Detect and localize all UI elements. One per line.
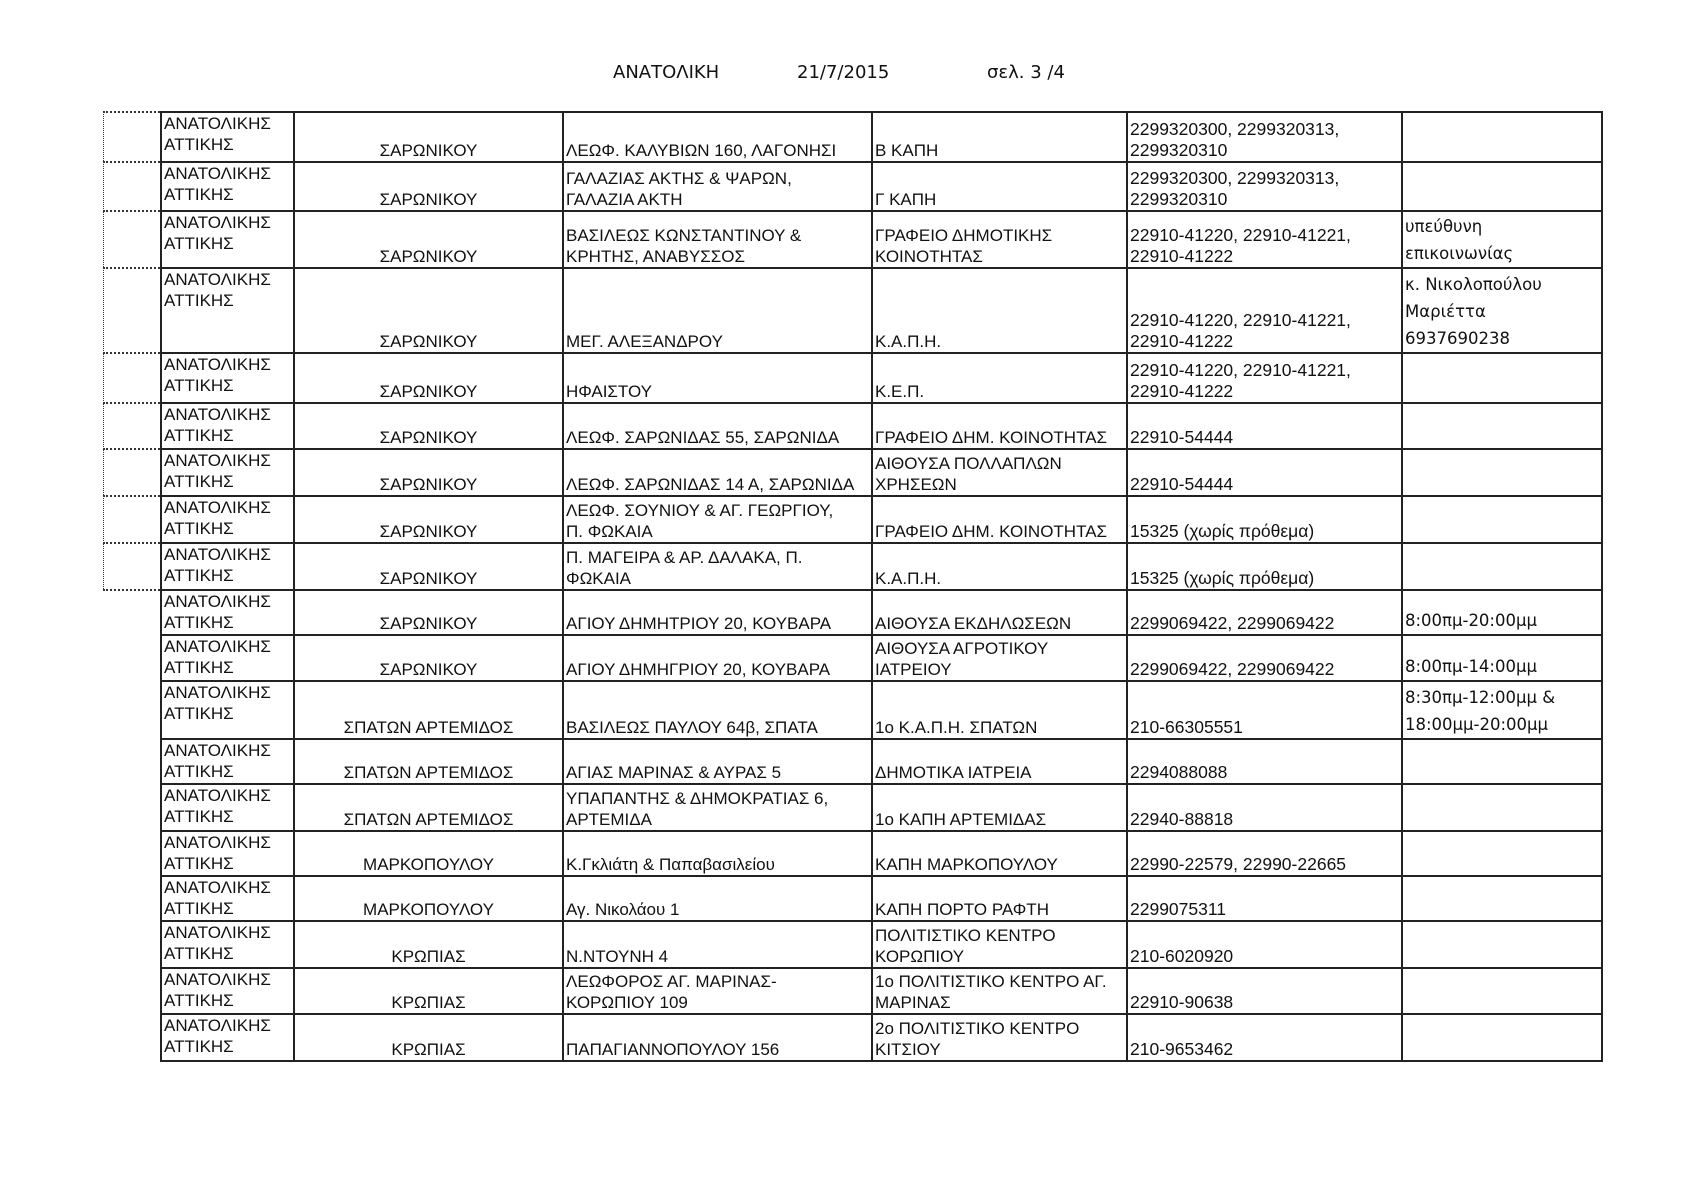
cell-address: ΑΓΙΟΥ ΔΗΜΗΤΡΙΟΥ 20, ΚΟΥΒΑΡΑ [563, 590, 872, 635]
cell-municipality: ΣΑΡΩΝΙΚΟΥ [294, 403, 563, 449]
cell-phone: 210-66305551 [1127, 681, 1402, 739]
cell-municipality: ΣΑΡΩΝΙΚΟΥ [294, 268, 563, 353]
cell-phone: 2299075311 [1127, 876, 1402, 921]
cell-note: 8:00πμ-20:00μμ [1402, 590, 1602, 635]
dotted-row-marker [103, 210, 160, 212]
cell-phone: 22910-54444 [1127, 449, 1402, 496]
cell-address: ΥΠΑΠΑΝΤΗΣ & ΔΗΜΟΚΡΑΤΙΑΣ 6, ΑΡΤΕΜΙΔΑ [563, 784, 872, 831]
cell-note: κ. Νικολοπούλου Μαριέττα 6937690238 [1402, 268, 1602, 353]
cell-phone: 2299320300, 2299320313, 2299320310 [1127, 162, 1402, 211]
header-page-number: σελ. 3 /4 [987, 62, 1065, 83]
cell-municipality: ΣΠΑΤΩΝ ΑΡΤΕΜΙΔΟΣ [294, 739, 563, 784]
cell-region: ΑΝΑΤΟΛΙΚΗΣ ΑΤΤΙΚΗΣ [161, 968, 294, 1014]
dotted-row-marker [103, 589, 160, 591]
cell-address: ΜΕΓ. ΑΛΕΞΑΝΔΡΟΥ [563, 268, 872, 353]
header-title: ΑΝΑΤΟΛΙΚΗ [613, 62, 720, 83]
cell-region: ΑΝΑΤΟΛΙΚΗΣ ΑΤΤΙΚΗΣ [161, 590, 294, 635]
dotted-margin-border [103, 111, 161, 589]
cell-municipality: ΚΡΩΠΙΑΣ [294, 1014, 563, 1061]
table-row [161, 268, 1602, 353]
cell-venue: ΓΡΑΦΕΙΟ ΔΗΜΟΤΙΚΗΣ ΚΟΙΝΟΤΗΤΑΣ [872, 211, 1127, 268]
cell-venue: Γ ΚΑΠΗ [872, 162, 1127, 211]
cell-municipality: ΚΡΩΠΙΑΣ [294, 968, 563, 1014]
cell-address: ΑΓΙΑΣ ΜΑΡΙΝΑΣ & ΑΥΡΑΣ 5 [563, 739, 872, 784]
cell-venue: ΔΗΜΟΤΙΚΑ ΙΑΤΡΕΙΑ [872, 739, 1127, 784]
cell-note [1402, 162, 1602, 211]
cell-municipality: ΣΑΡΩΝΙΚΟΥ [294, 543, 563, 590]
cell-region: ΑΝΑΤΟΛΙΚΗΣ ΑΤΤΙΚΗΣ [161, 211, 294, 268]
cell-phone: 22940-88818 [1127, 784, 1402, 831]
cell-phone: 2299320300, 2299320313, 2299320310 [1127, 112, 1402, 162]
dotted-row-marker [103, 495, 160, 497]
table-row [161, 635, 1602, 681]
cell-venue: Κ.Α.Π.Η. [872, 268, 1127, 353]
cell-region: ΑΝΑΤΟΛΙΚΗΣ ΑΤΤΙΚΗΣ [161, 162, 294, 211]
cell-phone: 22910-41220, 22910-41221, 22910-41222 [1127, 211, 1402, 268]
cell-address: Π. ΜΑΓΕΙΡΑ & ΑΡ. ΔΑΛΑΚΑ, Π. ΦΩΚΑΙΑ [563, 543, 872, 590]
table-row [161, 211, 1602, 268]
cell-venue: ΓΡΑΦΕΙΟ ΔΗΜ. ΚΟΙΝΟΤΗΤΑΣ [872, 496, 1127, 543]
table-row [161, 403, 1602, 449]
cell-phone: 22990-22579, 22990-22665 [1127, 831, 1402, 876]
dotted-row-marker [103, 448, 160, 450]
cell-address: ΒΑΣΙΛΕΩΣ ΚΩΝΣΤΑΝΤΙΝΟΥ & ΚΡΗΤΗΣ, ΑΝΑΒΥΣΣΟΣ [563, 211, 872, 268]
cell-note: 8:00πμ-14:00μμ [1402, 635, 1602, 681]
cell-note [1402, 921, 1602, 968]
cell-region: ΑΝΑΤΟΛΙΚΗΣ ΑΤΤΙΚΗΣ [161, 496, 294, 543]
cell-region: ΑΝΑΤΟΛΙΚΗΣ ΑΤΤΙΚΗΣ [161, 635, 294, 681]
cell-note [1402, 403, 1602, 449]
cell-municipality: ΣΑΡΩΝΙΚΟΥ [294, 353, 563, 403]
cell-municipality: ΣΑΡΩΝΙΚΟΥ [294, 112, 563, 162]
cell-note [1402, 968, 1602, 1014]
cell-municipality: ΣΑΡΩΝΙΚΟΥ [294, 590, 563, 635]
dotted-row-marker [103, 267, 160, 269]
cell-municipality: ΚΡΩΠΙΑΣ [294, 921, 563, 968]
cell-note [1402, 353, 1602, 403]
cell-venue: 1ο ΚΑΠΗ ΑΡΤΕΜΙΔΑΣ [872, 784, 1127, 831]
venue-table [160, 111, 1603, 1062]
cell-region: ΑΝΑΤΟΛΙΚΗΣ ΑΤΤΙΚΗΣ [161, 268, 294, 353]
cell-address: ΗΦΑΙΣΤΟΥ [563, 353, 872, 403]
cell-venue: ΚΑΠΗ ΠΟΡΤΟ ΡΑΦΤΗ [872, 876, 1127, 921]
cell-note [1402, 543, 1602, 590]
dotted-row-marker [103, 161, 160, 163]
table-row [161, 543, 1602, 590]
cell-phone: 2294088088 [1127, 739, 1402, 784]
cell-phone: 15325 (χωρίς πρόθεμα) [1127, 496, 1402, 543]
table-row [161, 590, 1602, 635]
cell-address: ΛΕΩΦΟΡΟΣ ΑΓ. ΜΑΡΙΝΑΣ- ΚΟΡΩΠΙΟΥ 109 [563, 968, 872, 1014]
cell-region: ΑΝΑΤΟΛΙΚΗΣ ΑΤΤΙΚΗΣ [161, 112, 294, 162]
table-row [161, 784, 1602, 831]
cell-venue: ΑΙΘΟΥΣΑ ΕΚΔΗΛΩΣΕΩΝ [872, 590, 1127, 635]
cell-note [1402, 496, 1602, 543]
dotted-row-marker [103, 111, 160, 113]
cell-phone: 210-9653462 [1127, 1014, 1402, 1061]
table-row [161, 968, 1602, 1014]
cell-municipality: ΣΑΡΩΝΙΚΟΥ [294, 635, 563, 681]
cell-address: ΛΕΩΦ. ΣΑΡΩΝΙΔΑΣ 14 Α, ΣΑΡΩΝΙΔΑ [563, 449, 872, 496]
cell-region: ΑΝΑΤΟΛΙΚΗΣ ΑΤΤΙΚΗΣ [161, 876, 294, 921]
cell-region: ΑΝΑΤΟΛΙΚΗΣ ΑΤΤΙΚΗΣ [161, 449, 294, 496]
cell-venue: ΑΙΘΟΥΣΑ ΠΟΛΛΑΠΛΩΝ ΧΡΗΣΕΩΝ [872, 449, 1127, 496]
cell-region: ΑΝΑΤΟΛΙΚΗΣ ΑΤΤΙΚΗΣ [161, 543, 294, 590]
cell-note [1402, 449, 1602, 496]
cell-venue: ΑΙΘΟΥΣΑ ΑΓΡΟΤΙΚΟΥ ΙΑΤΡΕΙΟΥ [872, 635, 1127, 681]
table-row [161, 876, 1602, 921]
table-row [161, 831, 1602, 876]
cell-note [1402, 1014, 1602, 1061]
cell-address: Κ.Γκλιάτη & Παπαβασιλείου [563, 831, 872, 876]
cell-venue: 2ο ΠΟΛΙΤΙΣΤΙΚΟ ΚΕΝΤΡΟ ΚΙΤΣΙΟΥ [872, 1014, 1127, 1061]
cell-address: Αγ. Νικολάου 1 [563, 876, 872, 921]
table-row [161, 739, 1602, 784]
cell-address: ΛΕΩΦ. ΚΑΛΥΒΙΩΝ 160, ΛΑΓΟΝΗΣΙ [563, 112, 872, 162]
cell-address: ΠΑΠΑΓΙΑΝΝΟΠΟΥΛΟΥ 156 [563, 1014, 872, 1061]
cell-region: ΑΝΑΤΟΛΙΚΗΣ ΑΤΤΙΚΗΣ [161, 681, 294, 739]
cell-municipality: ΜΑΡΚΟΠΟΥΛΟΥ [294, 831, 563, 876]
dotted-row-marker [103, 352, 160, 354]
table-row [161, 681, 1602, 739]
cell-address: ΑΓΙΟΥ ΔΗΜΗΓΡΙΟΥ 20, ΚΟΥΒΑΡΑ [563, 635, 872, 681]
cell-venue: Κ.Α.Π.Η. [872, 543, 1127, 590]
table-row [161, 353, 1602, 403]
dotted-row-marker [103, 542, 160, 544]
cell-phone: 15325 (χωρίς πρόθεμα) [1127, 543, 1402, 590]
cell-municipality: ΣΠΑΤΩΝ ΑΡΤΕΜΙΔΟΣ [294, 681, 563, 739]
cell-address: ΓΑΛΑΖΙΑΣ ΑΚΤΗΣ & ΨΑΡΩΝ, ΓΑΛΑΖΙΑ ΑΚΤΗ [563, 162, 872, 211]
cell-venue: 1ο ΠΟΛΙΤΙΣΤΙΚΟ ΚΕΝΤΡΟ ΑΓ. ΜΑΡΙΝΑΣ [872, 968, 1127, 1014]
cell-venue: ΚΑΠΗ ΜΑΡΚΟΠΟΥΛΟΥ [872, 831, 1127, 876]
cell-region: ΑΝΑΤΟΛΙΚΗΣ ΑΤΤΙΚΗΣ [161, 921, 294, 968]
cell-note [1402, 739, 1602, 784]
table-row [161, 496, 1602, 543]
cell-phone: 22910-90638 [1127, 968, 1402, 1014]
cell-note [1402, 784, 1602, 831]
dotted-row-marker [103, 402, 160, 404]
cell-note [1402, 876, 1602, 921]
cell-address: ΒΑΣΙΛΕΩΣ ΠΑΥΛΟΥ 64β, ΣΠΑΤΑ [563, 681, 872, 739]
cell-note: υπεύθυνη επικοινωνίας [1402, 211, 1602, 268]
cell-phone: 2299069422, 2299069422 [1127, 635, 1402, 681]
cell-municipality: ΣΑΡΩΝΙΚΟΥ [294, 162, 563, 211]
cell-venue: ΠΟΛΙΤΙΣΤΙΚΟ ΚΕΝΤΡΟ ΚΟΡΩΠΙΟΥ [872, 921, 1127, 968]
cell-phone: 2299069422, 2299069422 [1127, 590, 1402, 635]
cell-venue: ΓΡΑΦΕΙΟ ΔΗΜ. ΚΟΙΝΟΤΗΤΑΣ [872, 403, 1127, 449]
cell-municipality: ΣΑΡΩΝΙΚΟΥ [294, 211, 563, 268]
cell-region: ΑΝΑΤΟΛΙΚΗΣ ΑΤΤΙΚΗΣ [161, 403, 294, 449]
cell-region: ΑΝΑΤΟΛΙΚΗΣ ΑΤΤΙΚΗΣ [161, 739, 294, 784]
cell-address: Ν.ΝΤΟΥΝΗ 4 [563, 921, 872, 968]
cell-note [1402, 831, 1602, 876]
cell-municipality: ΣΑΡΩΝΙΚΟΥ [294, 496, 563, 543]
cell-address: ΛΕΩΦ. ΣΑΡΩΝΙΔΑΣ 55, ΣΑΡΩΝΙΔΑ [563, 403, 872, 449]
table-row [161, 112, 1602, 162]
cell-municipality: ΣΠΑΤΩΝ ΑΡΤΕΜΙΔΟΣ [294, 784, 563, 831]
cell-municipality: ΜΑΡΚΟΠΟΥΛΟΥ [294, 876, 563, 921]
cell-region: ΑΝΑΤΟΛΙΚΗΣ ΑΤΤΙΚΗΣ [161, 784, 294, 831]
header-date: 21/7/2015 [797, 62, 890, 83]
cell-region: ΑΝΑΤΟΛΙΚΗΣ ΑΤΤΙΚΗΣ [161, 1014, 294, 1061]
table-row [161, 921, 1602, 968]
cell-address: ΛΕΩΦ. ΣΟΥΝΙΟΥ & ΑΓ. ΓΕΩΡΓΙΟΥ, Π. ΦΩΚΑΙΑ [563, 496, 872, 543]
cell-note [1402, 112, 1602, 162]
cell-municipality: ΣΑΡΩΝΙΚΟΥ [294, 449, 563, 496]
cell-venue: 1ο Κ.Α.Π.Η. ΣΠΑΤΩΝ [872, 681, 1127, 739]
cell-region: ΑΝΑΤΟΛΙΚΗΣ ΑΤΤΙΚΗΣ [161, 353, 294, 403]
cell-phone: 22910-54444 [1127, 403, 1402, 449]
table-row [161, 449, 1602, 496]
table-row [161, 1014, 1602, 1061]
cell-venue: Κ.Ε.Π. [872, 353, 1127, 403]
cell-phone: 22910-41220, 22910-41221, 22910-41222 [1127, 353, 1402, 403]
cell-phone: 210-6020920 [1127, 921, 1402, 968]
cell-region: ΑΝΑΤΟΛΙΚΗΣ ΑΤΤΙΚΗΣ [161, 831, 294, 876]
table-row [161, 162, 1602, 211]
page-header [0, 62, 1696, 90]
cell-note: 8:30πμ-12:00μμ & 18:00μμ-20:00μμ [1402, 681, 1602, 739]
cell-phone: 22910-41220, 22910-41221, 22910-41222 [1127, 268, 1402, 353]
cell-venue: Β ΚΑΠΗ [872, 112, 1127, 162]
